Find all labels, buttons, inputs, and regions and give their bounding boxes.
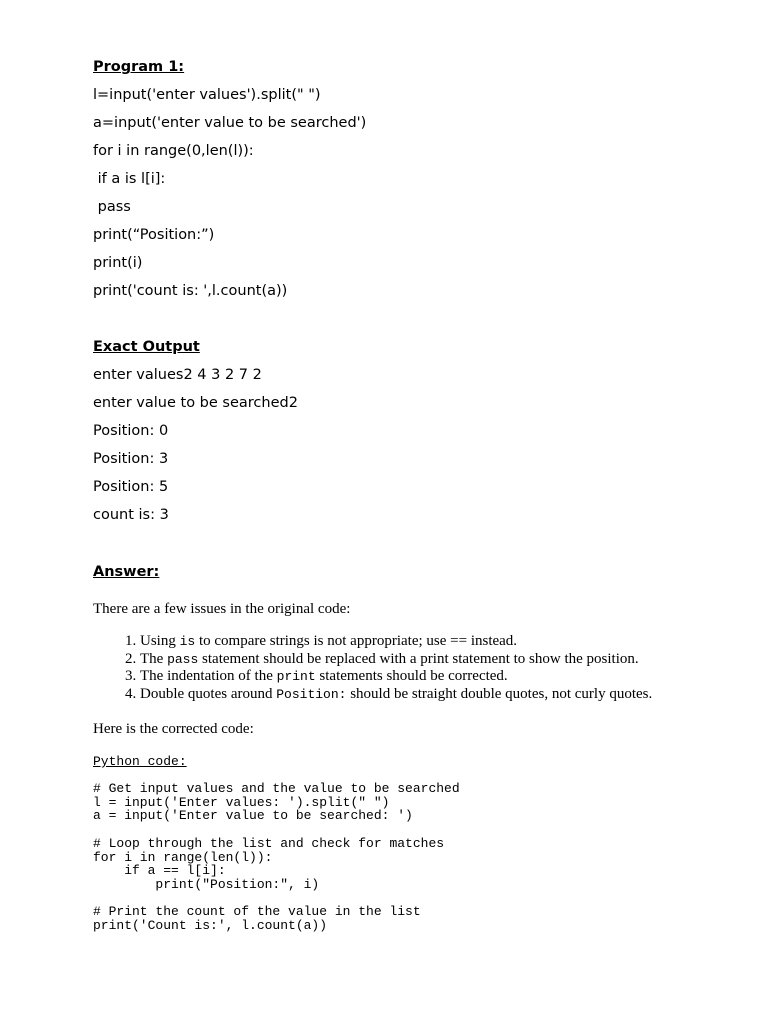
program-line-2: a=input('enter value to be searched') xyxy=(93,115,367,131)
program-line-1: l=input('enter values').split(" ") xyxy=(93,87,321,103)
program-line-7: print(i) xyxy=(93,255,143,271)
corrected-intro: Here is the corrected code: xyxy=(93,721,254,737)
output-line-2: enter value to be searched2 xyxy=(93,395,298,411)
issue-item: 3. The indentation of the print statements should be corrected. xyxy=(140,668,652,686)
issue-item: 4. Double quotes around Position: should be straight double quotes, not curly quotes. xyxy=(140,686,652,704)
code-label: Python code: xyxy=(93,754,187,769)
program-line-5: pass xyxy=(93,199,131,215)
output-line-5: Position: 5 xyxy=(93,479,169,495)
issue-item: 1. Using is to compare strings is not appropriate; use == instead. xyxy=(140,633,652,651)
output-heading: Exact Output xyxy=(93,339,200,355)
answer-intro: There are a few issues in the original code: xyxy=(93,601,351,617)
output-line-4: Position: 3 xyxy=(93,451,169,467)
program-line-3: for i in range(0,len(l)): xyxy=(93,143,254,159)
issues-list xyxy=(93,633,652,703)
program-heading: Program 1: xyxy=(93,59,185,75)
output-line-3: Position: 0 xyxy=(93,423,169,439)
output-line-6: count is: 3 xyxy=(93,507,169,523)
program-line-8: print('count is: ',l.count(a)) xyxy=(93,283,288,299)
corrected-code-block: # Get input values and the value to be searched l = input('Enter values: ').split(" ") a = input('Enter value to be searched: ') # Loop through the list and check for matches for i in range(len(l)): if a == l[i]: print("Position:", i) # Print the count of the value in the list print('Count is:', l.count(a)) xyxy=(93,781,460,934)
program-line-6: print(“Position:”) xyxy=(93,227,215,243)
issue-item: 2. The pass statement should be replaced with a print statement to show the position. xyxy=(140,651,652,669)
answer-heading: Answer: xyxy=(93,564,160,580)
output-line-1: enter values2 4 3 2 7 2 xyxy=(93,367,262,383)
program-line-4: if a is l[i]: xyxy=(93,171,166,187)
